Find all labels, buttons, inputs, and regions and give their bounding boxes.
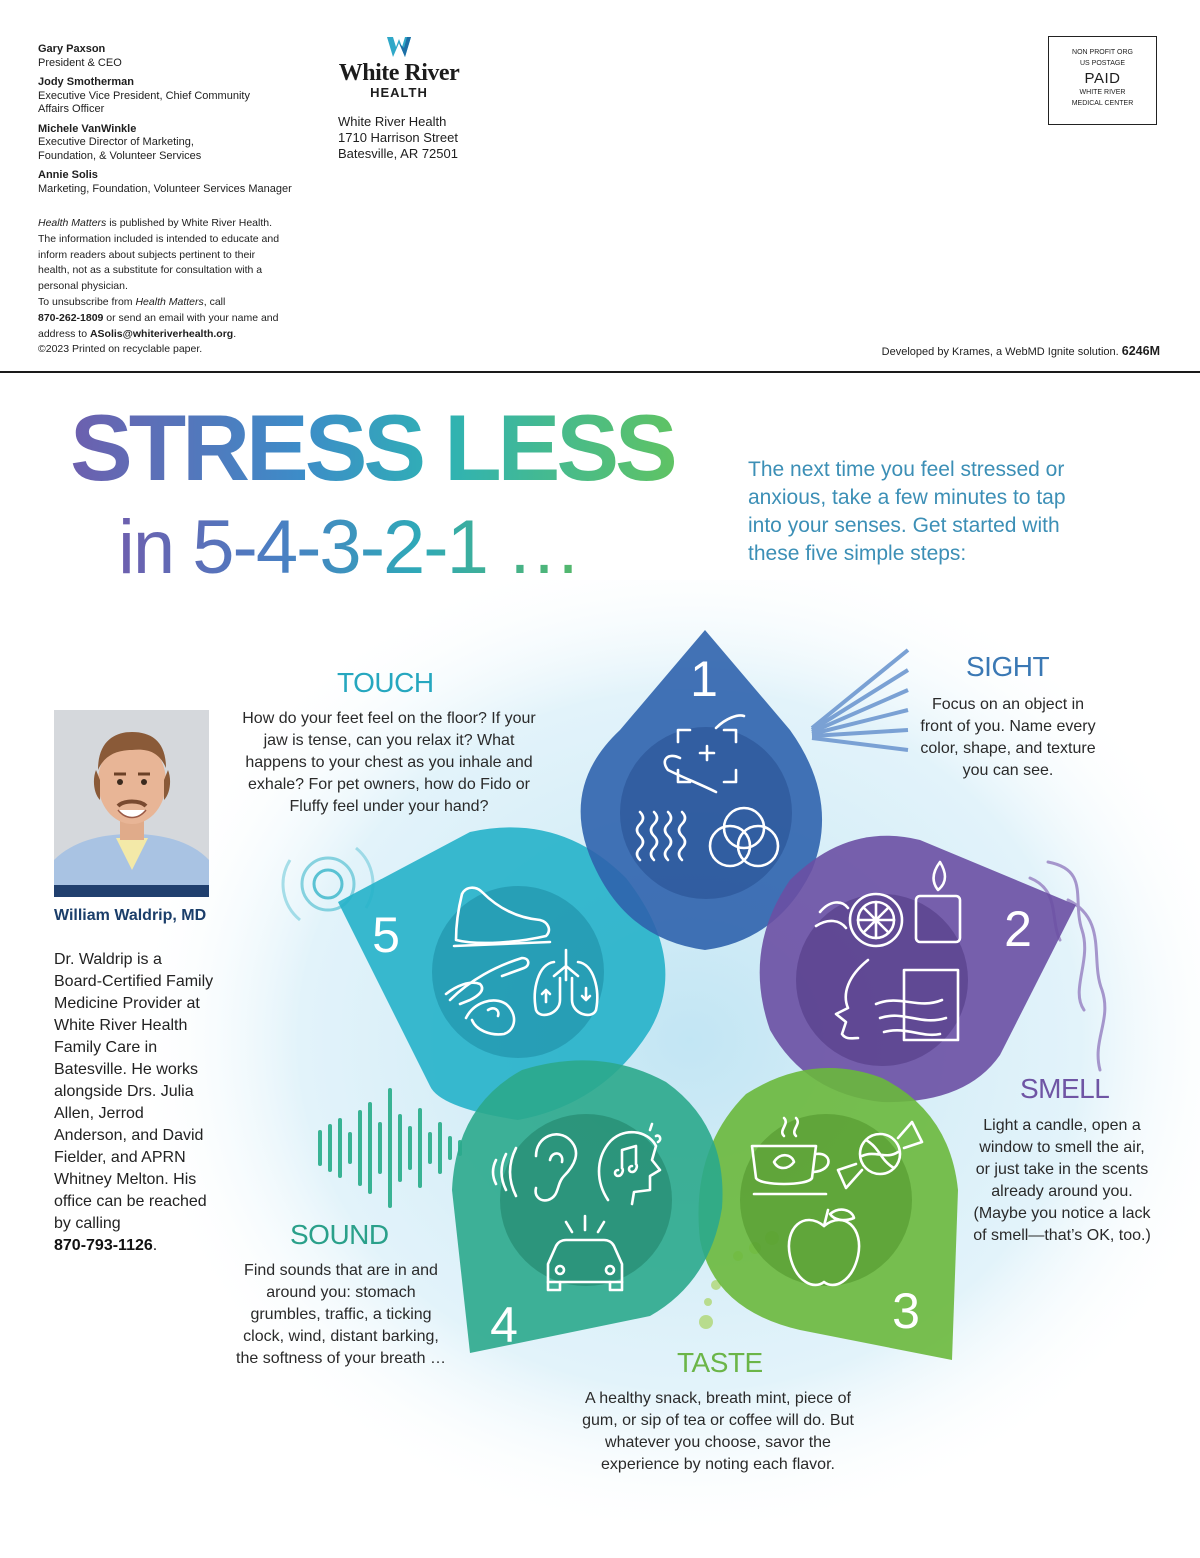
- sound-number: 4: [490, 1297, 518, 1353]
- address-line: White River Health: [338, 114, 447, 129]
- headline-subtitle: in 5-4-3-2-1 …: [118, 505, 580, 590]
- doctor-phone[interactable]: 870-793-1126: [54, 1237, 153, 1254]
- doctor-phone-period: .: [152, 1237, 158, 1254]
- sound-text: Find sounds that are in and around you: stomach grumbles, traffic, a ticking clock, wind, distant barking, the softness of your breath …: [236, 1262, 446, 1367]
- unsubscribe-phone[interactable]: 870-262-1809: [38, 311, 104, 324]
- smell-number: 2: [1004, 901, 1032, 957]
- staff-member: [38, 43, 338, 70]
- unsubscribe-period: .: [233, 327, 237, 340]
- smell-heading: SMELL: [1020, 1073, 1110, 1104]
- doctor-phone-line: [54, 1235, 157, 1257]
- sight-text: Focus on an object in front of you. Name every color, shape, and texture you can see.: [920, 696, 1096, 779]
- sound-inner: [500, 1114, 672, 1286]
- staff-name: Gary Paxson: [38, 43, 106, 55]
- postage-line: NON PROFIT ORG: [1072, 49, 1133, 56]
- logo-brand: White River: [338, 60, 460, 86]
- return-address: [338, 114, 458, 162]
- staff-title: President & CEO: [38, 56, 122, 69]
- white-river-logo: [338, 35, 460, 100]
- postage-line: US POSTAGE: [1080, 59, 1125, 67]
- staff-member: [38, 123, 338, 164]
- publication-code: 6246M: [1121, 344, 1160, 358]
- staff-title: Executive Vice President, Chief Community Affairs Officer: [38, 89, 250, 115]
- postage-line: MEDICAL CENTER: [1071, 99, 1134, 107]
- taste-heading: TASTE: [677, 1347, 763, 1378]
- staff-name: Jody Smotherman: [38, 76, 134, 88]
- taste-inner: [740, 1114, 912, 1286]
- unsubscribe-text: To unsubscribe from: [38, 295, 136, 308]
- doctor-name: William Waldrip, MD: [54, 907, 207, 924]
- postage-line: WHITE RIVER: [1079, 89, 1126, 96]
- developed-by: [882, 344, 1160, 358]
- unsubscribe-email[interactable]: ASolis@whiteriverhealth.org: [89, 327, 234, 340]
- postage-indicia: [1048, 36, 1157, 125]
- staff-member: [38, 169, 338, 196]
- section-divider: [0, 371, 1200, 373]
- touch-number: 5: [372, 907, 400, 963]
- sound-heading: SOUND: [290, 1219, 389, 1250]
- headline-title: STRESS LESS: [70, 395, 674, 500]
- logo-sub: HEALTH: [370, 85, 428, 100]
- unsubscribe-call: , call: [203, 295, 226, 308]
- touch-text: How do your feet feel on the floor? If your jaw is tense, can you relax it? What happens to your chest as you inhale and exhale? For pet owners, how do Fido or Fluffy feel under your hand?: [242, 710, 536, 815]
- intro-text: The next time you feel stressed or anxious, take a few minutes to tap into your senses. Get started with these five simple steps:: [748, 458, 1066, 565]
- publication-name-2: Health Matters: [135, 295, 204, 308]
- developed-text: Developed by Krames, a WebMD Ignite solution.: [881, 346, 1119, 358]
- staff-name: Michele VanWinkle: [38, 122, 137, 135]
- publication-text: is published by White River Health. The information included is intended to educate and inform readers about subjects pertinent to their health, not as a substitute for consultation with a personal physician.: [38, 217, 280, 293]
- sight-number: 1: [690, 651, 718, 707]
- doctor-photo: [54, 710, 209, 897]
- white-river-logo-icon: [385, 35, 413, 59]
- staff-title: Executive Director of Marketing, Foundation, & Volunteer Services: [38, 136, 202, 162]
- sight-heading: SIGHT: [966, 651, 1050, 682]
- staff-list: [38, 43, 338, 202]
- touch-heading: TOUCH: [337, 667, 434, 698]
- taste-number: 3: [892, 1283, 920, 1339]
- taste-text: A healthy snack, breath mint, piece of gum, or sip of tea or coffee will do. But whatever you choose, savor the experience by noting each flavor.: [582, 1390, 854, 1473]
- address-line: 1710 Harrison Street: [338, 130, 458, 145]
- staff-title: Marketing, Foundation, Volunteer Services Manager: [38, 182, 292, 195]
- unsubscribe-mid: or send an email with your name and address to: [38, 311, 279, 340]
- smell-text: Light a candle, open a window to smell the air, or just take in the scents already around you. (Maybe you notice a lack of smell—that’s OK, too.): [973, 1117, 1151, 1244]
- publication-disclaimer: [38, 216, 288, 358]
- staff-name: Annie Solis: [38, 169, 98, 181]
- address-line: Batesville, AR 72501: [338, 146, 458, 161]
- doctor-bio: Dr. Waldrip is a Board-Certified Family Medicine Provider at White River Health Family Care in Batesville. He works alongside Drs. Julia Allen, Jerrod Anderson, and David Fielder, and APRN Whitney Melton. His office can be reached by calling: [54, 951, 214, 1232]
- staff-member: [38, 76, 338, 117]
- doctor-portrait-icon: [54, 710, 209, 885]
- postage-paid: PAID: [1084, 70, 1121, 87]
- copyright: ©2023 Printed on recyclable paper.: [38, 343, 203, 356]
- publication-name: Health Matters: [38, 217, 107, 229]
